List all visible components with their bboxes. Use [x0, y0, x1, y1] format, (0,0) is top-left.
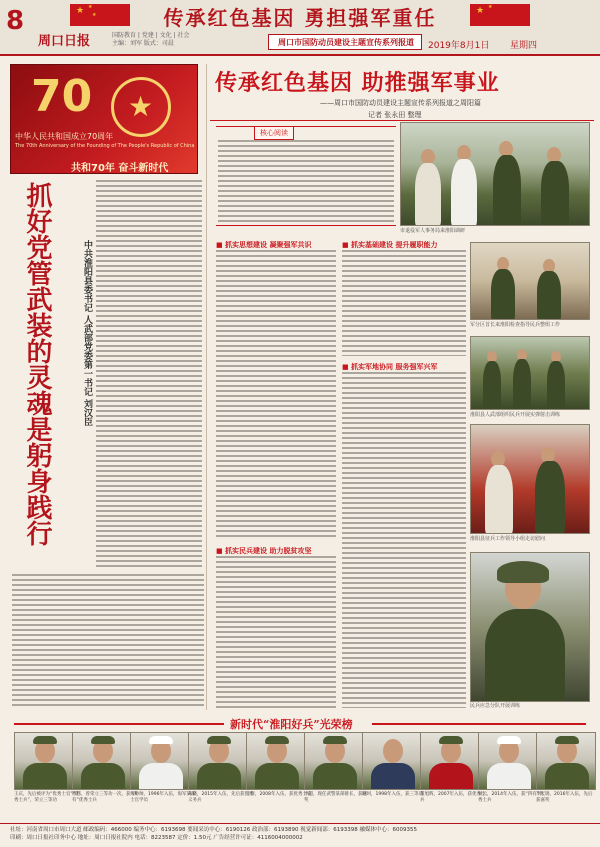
portrait — [188, 732, 248, 790]
meta-line: 国防教育 | 党建 | 文化 | 社会 — [112, 32, 190, 39]
star-icon: ★ — [88, 4, 93, 10]
gallery-rule — [372, 723, 586, 725]
national-emblem-icon: ★ — [111, 77, 171, 137]
anniversary-number: 70 — [31, 71, 93, 122]
photo-caption: 军分区首长来淮阳检查指导民兵整组工作 — [470, 322, 561, 328]
portrait — [478, 732, 538, 790]
article-body — [216, 250, 336, 540]
star-icon: ★ — [476, 6, 485, 16]
side-article-author: 中共淮阳县委书记 人武部党委第一书记 刘汉臣 — [82, 240, 92, 427]
photo-training — [470, 336, 590, 410]
photo-caption: 市退役军人事务局来淮阳调研 — [400, 228, 466, 234]
hero-caption-en: The 70th Anniversary of the Founding of The People's Republic of China — [15, 143, 195, 149]
portrait-caption: 李超，现任武警某部排长，获嘉奖 — [304, 792, 367, 803]
portrait — [304, 732, 364, 790]
issue-date: 2019年8月1日 — [428, 41, 490, 51]
issue-weekday: 星期四 — [510, 41, 538, 51]
section-subhead: ■ 抓实基础建设 提升履职能力 — [342, 241, 438, 249]
section-tag: 核心阅读 — [254, 126, 294, 140]
star-icon: ★ — [76, 6, 85, 16]
article-body — [216, 556, 336, 708]
portrait-caption: 王洋，2008年入伍，获优秀士官 — [246, 792, 312, 797]
hero-caption: 中华人民共和国成立70周年 — [15, 132, 114, 141]
byline: 记者 张永田 整理 — [368, 111, 422, 119]
photo-visit — [470, 424, 590, 534]
portrait — [72, 732, 132, 790]
star-icon: ★ — [488, 4, 493, 10]
divider — [210, 120, 594, 121]
masthead — [0, 0, 600, 56]
paper-name: 周口日报 — [38, 34, 91, 49]
hero-motto: 共和70年 奋斗新时代 — [71, 163, 169, 174]
paper-meta — [112, 32, 190, 48]
lead-text — [218, 140, 394, 222]
portrait-caption: 董旭辉，2007年入伍，获优秀士兵 — [420, 792, 486, 803]
article-body — [342, 372, 466, 708]
footer-line: 印刷：周口日报社印务中心 地址：周口日报社院内 电话：8223587 定价：1.50元 广告经营许可证：4116004000002 — [10, 835, 303, 841]
side-article-body — [12, 574, 204, 708]
portrait — [362, 732, 422, 790]
series-box — [268, 34, 422, 50]
photo-caption: 淮阳县征兵工作领导小组走访慰问 — [470, 536, 546, 542]
meta-line: 主编：刘军 版式：司晨 — [112, 40, 174, 47]
portrait-caption: 王庆，先后被评为“优秀士官”“优秀士兵”，荣立三等功 — [14, 792, 80, 803]
column-divider — [206, 64, 207, 710]
portrait-caption: 邢伟，曾荣立三等功一次，获“四有”优秀士兵 — [72, 792, 138, 803]
photo-meeting — [470, 242, 590, 320]
page-number: 8 — [6, 6, 25, 36]
article-body — [342, 250, 466, 356]
portrait — [420, 732, 480, 790]
series-title: 周口市国防动员建设主题宣传系列报道 — [278, 38, 414, 47]
portrait-caption: 时珂，1998年入伍，获三等功 — [362, 792, 423, 797]
footer — [10, 826, 594, 842]
portrait — [130, 732, 190, 790]
footer-line: 社址：河南省周口市周口大道 邮政编码：466000 编务中心：6193698 要闻采访中心：6190126 政治部：6193890 视觉新闻部：6193398 融媒体中心：6009355 — [10, 827, 417, 833]
portrait — [536, 732, 596, 790]
portrait — [14, 732, 74, 790]
portrait-caption: 刘云，2014年入伍，获“四有”优秀士兵 — [478, 792, 544, 803]
main-subtitle: ——周口市国防动员建设主题宣传系列报道之周阳篇 — [320, 99, 481, 107]
photo-caption: 民兵应急分队开展训练 — [470, 703, 521, 709]
side-article-body — [96, 180, 202, 570]
portrait — [246, 732, 306, 790]
star-icon: ★ — [92, 12, 97, 18]
section-subhead: ■ 抓实民兵建设 助力脱贫攻坚 — [216, 547, 312, 555]
portrait-caption: 李天锦，2016年入伍，先后获嘉奖 — [536, 792, 593, 803]
banner-slogan: 传承红色基因 勇担强军重任 — [163, 6, 437, 30]
photo-caption: 淮阳县人武部组织民兵开展实弹射击训练 — [470, 412, 561, 418]
section-subhead: ■ 抓实军地协同 服务强军兴军 — [342, 363, 438, 371]
portrait-caption: 朱晓，2015年入伍，先后获优秀义务兵 — [188, 792, 254, 803]
portrait-caption: 朱帅帅，1996年入伍，海军某部士官学员 — [130, 792, 196, 803]
anniversary-hero-image — [10, 64, 198, 174]
section-subhead: ■ 抓实思想建设 凝聚强军共识 — [216, 241, 312, 249]
side-article-title: 抓好党管武装的灵魂是躬身践行 — [22, 182, 52, 546]
gallery-rule — [14, 723, 224, 725]
gallery-title: 新时代“淮阳好兵”光荣榜 — [230, 718, 353, 731]
footer-rule — [0, 823, 600, 824]
main-headline: 传承红色基因 助推强军事业 — [215, 70, 500, 96]
photo-militia — [470, 552, 590, 702]
photo-inspection — [400, 122, 590, 226]
